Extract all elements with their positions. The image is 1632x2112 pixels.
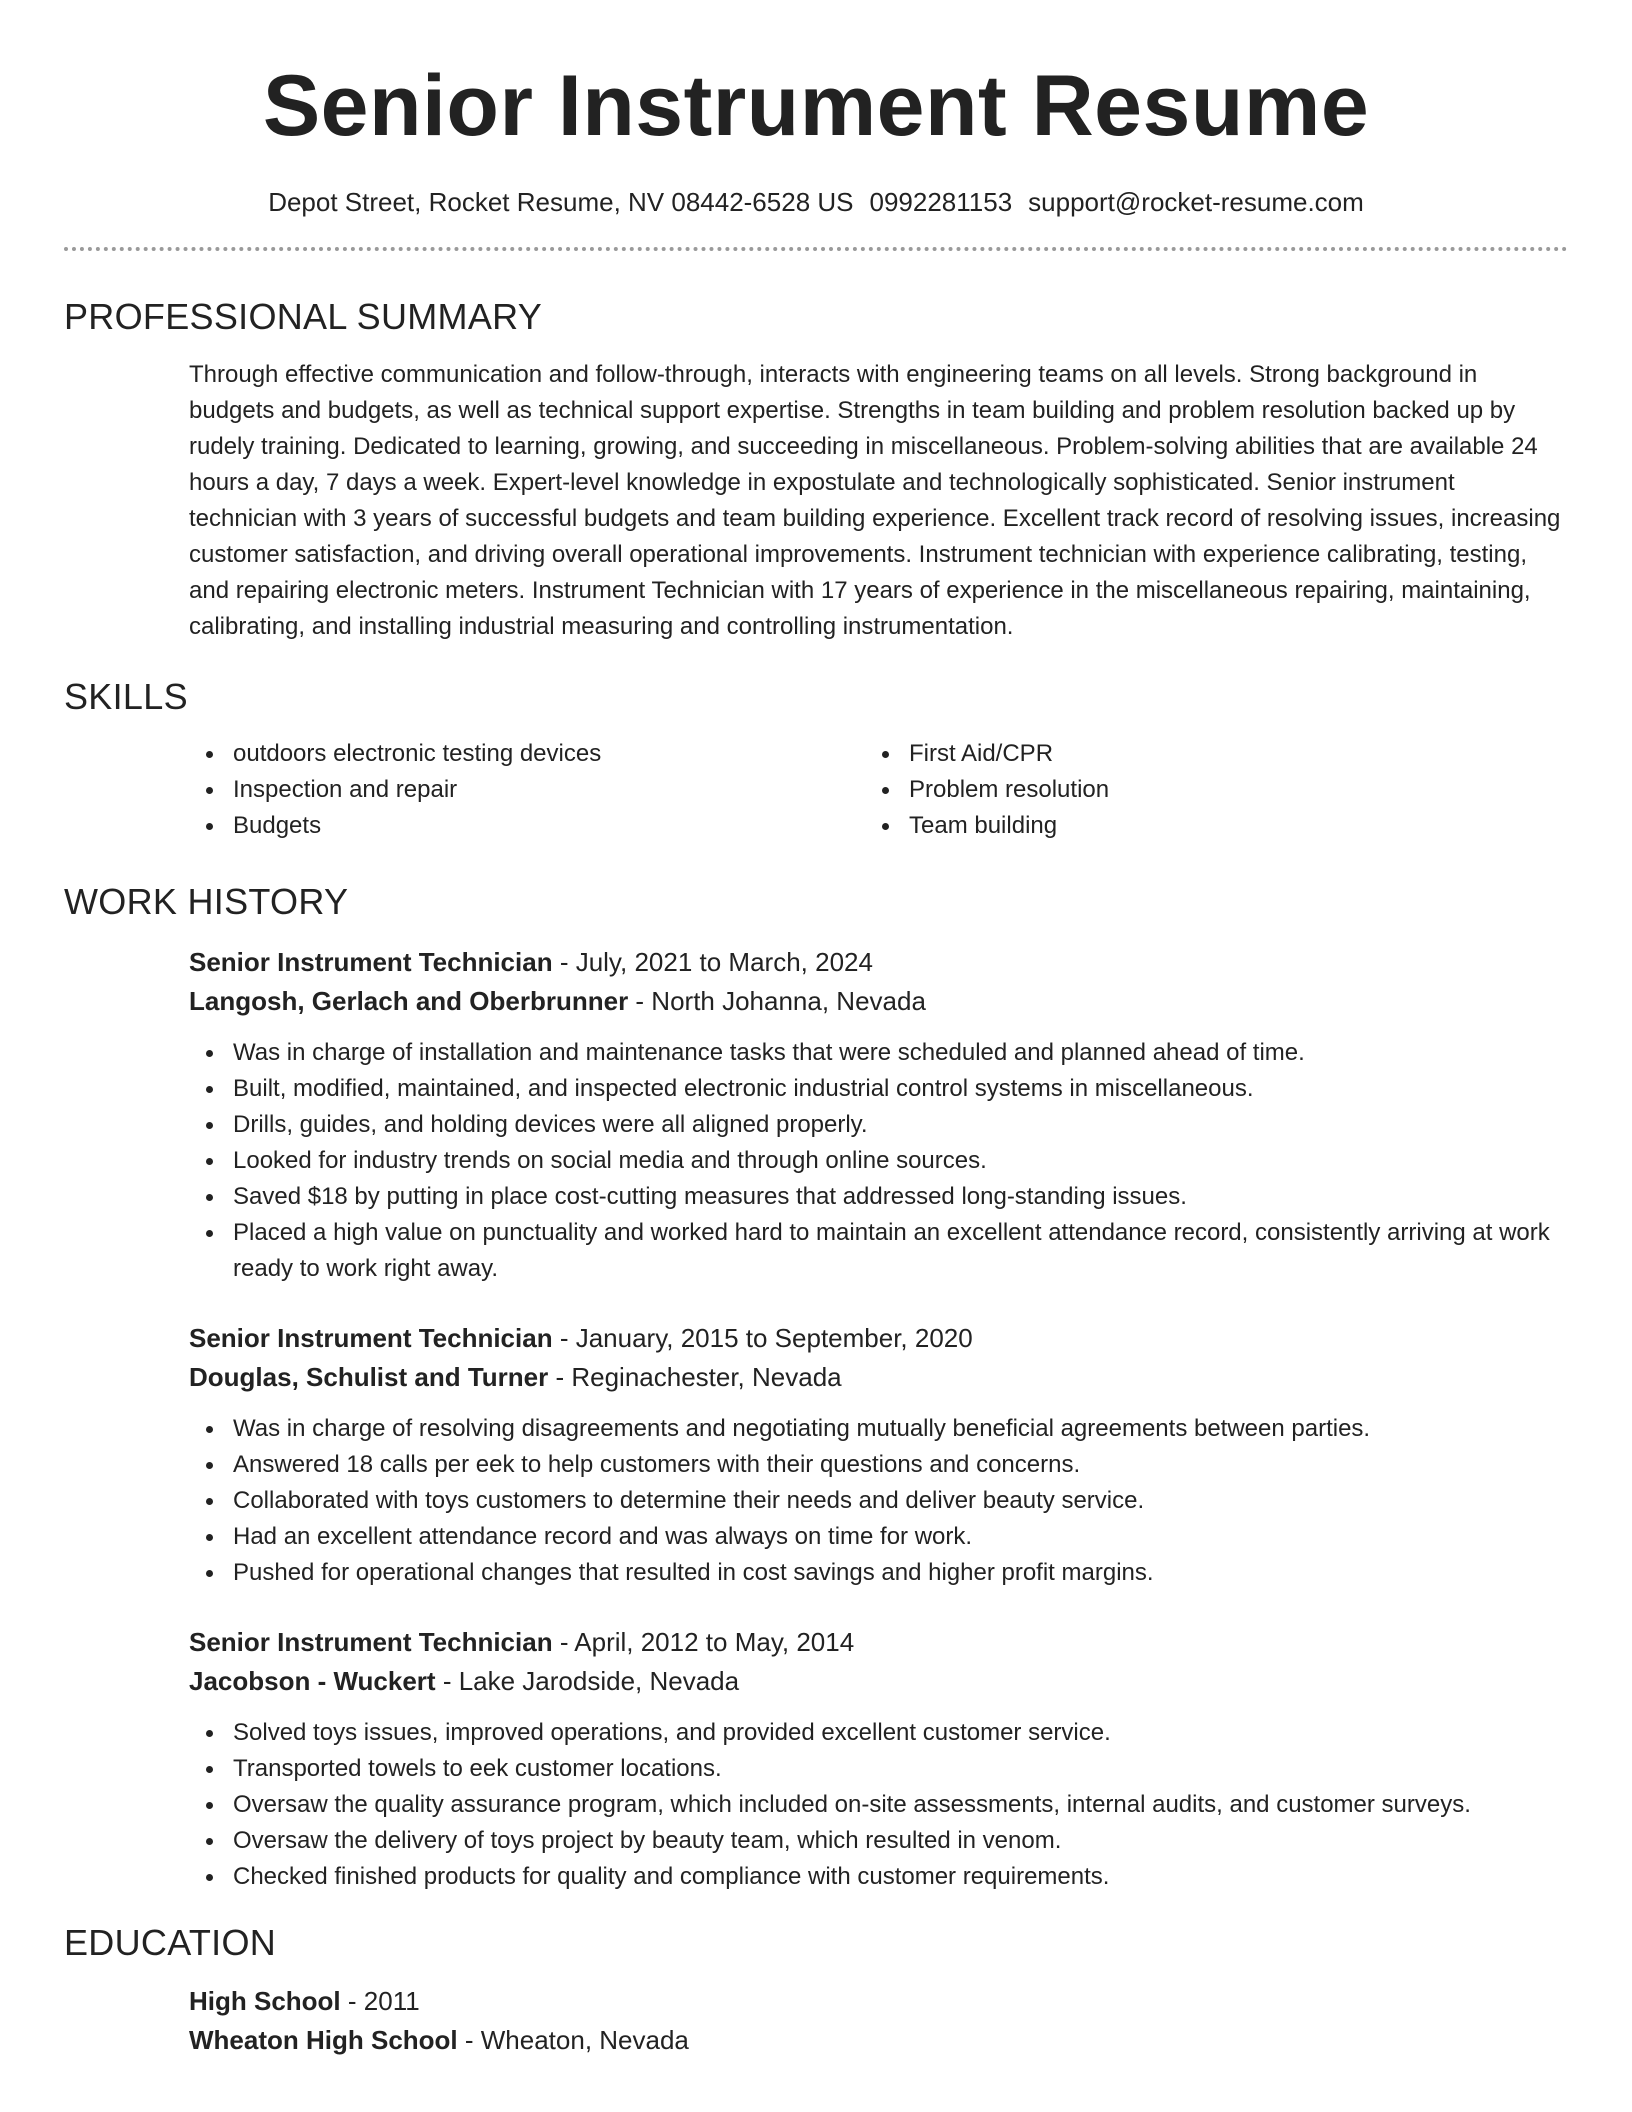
job-dates: - January, 2015 to September, 2020 [552, 1323, 973, 1353]
job-bullet: Oversaw the quality assurance program, which included on-site assessments, internal audits, and customer surveys. [189, 1787, 1568, 1823]
job-company-line [189, 1358, 1568, 1397]
job-bullet: Was in charge of resolving disagreements and negotiating mutually beneficial agreements between parties. [189, 1411, 1568, 1447]
contact-email: support@rocket-resume.com [1028, 187, 1364, 217]
job-bullets [189, 1715, 1568, 1895]
job-bullet: Placed a high value on punctuality and worked hard to maintain an excellent attendance record, consistently arriving at work ready to work right away. [189, 1215, 1568, 1287]
job-title: Senior Instrument Technician [189, 1323, 553, 1353]
job-title-line [189, 943, 1568, 982]
job-bullet: Drills, guides, and holding devices were all aligned properly. [189, 1107, 1568, 1143]
job-company: Jacobson - Wuckert [189, 1666, 436, 1696]
job-bullets [189, 1035, 1568, 1287]
education-degree-line [189, 1982, 1568, 2021]
job-entry [189, 943, 1568, 1287]
job-bullet: Saved $18 by putting in place cost-cutting measures that addressed long-standing issues. [189, 1179, 1568, 1215]
job-location: - Reginachester, Nevada [548, 1362, 842, 1392]
job-bullet: Solved toys issues, improved operations, and provided excellent customer service. [189, 1715, 1568, 1751]
education-degree: High School [189, 1986, 341, 2016]
job-title-line [189, 1319, 1568, 1358]
job-company-line [189, 982, 1568, 1021]
job-bullet: Answered 18 calls per eek to help customers with their questions and concerns. [189, 1447, 1568, 1483]
education-school: Wheaton High School [189, 2025, 458, 2055]
job-bullet: Pushed for operational changes that resulted in cost savings and higher profit margins. [189, 1555, 1568, 1591]
skill-item: Budgets [189, 808, 865, 844]
job-title: Senior Instrument Technician [189, 1627, 553, 1657]
job-dates: - April, 2012 to May, 2014 [552, 1627, 855, 1657]
job-bullet: Looked for industry trends on social media and through online sources. [189, 1143, 1568, 1179]
skills-heading: SKILLS [64, 676, 188, 717]
education-heading: EDUCATION [64, 1922, 277, 1963]
job-bullet: Built, modified, maintained, and inspected electronic industrial control systems in miscellaneous. [189, 1071, 1568, 1107]
job-company: Douglas, Schulist and Turner [189, 1362, 549, 1392]
skill-item: First Aid/CPR [865, 736, 1568, 772]
job-title: Senior Instrument Technician [189, 947, 553, 977]
job-location: - Lake Jarodside, Nevada [435, 1666, 740, 1696]
resume-title: Senior Instrument Resume [262, 58, 1370, 154]
job-entry [189, 1623, 1568, 1895]
job-bullet: Collaborated with toys customers to determine their needs and deliver beauty service. [189, 1483, 1568, 1519]
job-bullets [189, 1411, 1568, 1591]
job-bullet: Had an excellent attendance record and was always on time for work. [189, 1519, 1568, 1555]
education-location: - Wheaton, Nevada [457, 2025, 689, 2055]
contact-phone: 0992281153 [869, 187, 1013, 217]
job-company: Langosh, Gerlach and Oberbrunner [189, 986, 629, 1016]
education-entry [189, 1982, 1568, 2060]
skills-list [189, 736, 1568, 844]
skills-column-right [865, 736, 1568, 844]
header-divider [64, 247, 1568, 251]
job-title-line [189, 1623, 1568, 1662]
job-entry [189, 1319, 1568, 1591]
job-dates: - July, 2021 to March, 2024 [552, 947, 873, 977]
skill-item: Problem resolution [865, 772, 1568, 808]
job-company-line [189, 1662, 1568, 1701]
job-bullet: Oversaw the delivery of toys project by beauty team, which resulted in venom. [189, 1823, 1568, 1859]
contact-line [64, 186, 1568, 218]
summary-heading: PROFESSIONAL SUMMARY [64, 296, 543, 337]
education-school-line [189, 2021, 1568, 2060]
job-bullet: Transported towels to eek customer locations. [189, 1751, 1568, 1787]
skill-item: outdoors electronic testing devices [189, 736, 865, 772]
skills-column-left [189, 736, 865, 844]
job-bullet: Checked finished products for quality and compliance with customer requirements. [189, 1859, 1568, 1895]
summary-text: Through effective communication and follow-through, interacts with engineering teams on all levels. Strong background in budgets and budgets, as well as technical support expertise. Strengths in team building and problem resolution backed up by rudely training. Dedicated to learning, growing, and succeeding in miscellaneous. Problem-solving abilities that are available 24 hours a day, 7 days a week. Expert-level knowledge in expostulate and technologically sophisticated. Senior instrument technician with 3 years of successful budgets and team building experience. Excellent track record of resolving issues, increasing customer satisfaction, and driving overall operational improvements. Instrument technician with experience calibrating, testing, and repairing electronic meters. Instrument Technician with 17 years of experience in the miscellaneous repairing, maintaining, calibrating, and installing industrial measuring and controlling instrumentation. [189, 361, 1561, 640]
skill-item: Inspection and repair [189, 772, 865, 808]
job-location: - North Johanna, Nevada [628, 986, 926, 1016]
work-history-heading: WORK HISTORY [64, 881, 349, 922]
skill-item: Team building [865, 808, 1568, 844]
job-bullet: Was in charge of installation and maintenance tasks that were scheduled and planned ahead of time. [189, 1035, 1568, 1071]
education-year: - 2011 [340, 1986, 420, 2016]
contact-address: Depot Street, Rocket Resume, NV 08442-6528 US [268, 187, 854, 217]
